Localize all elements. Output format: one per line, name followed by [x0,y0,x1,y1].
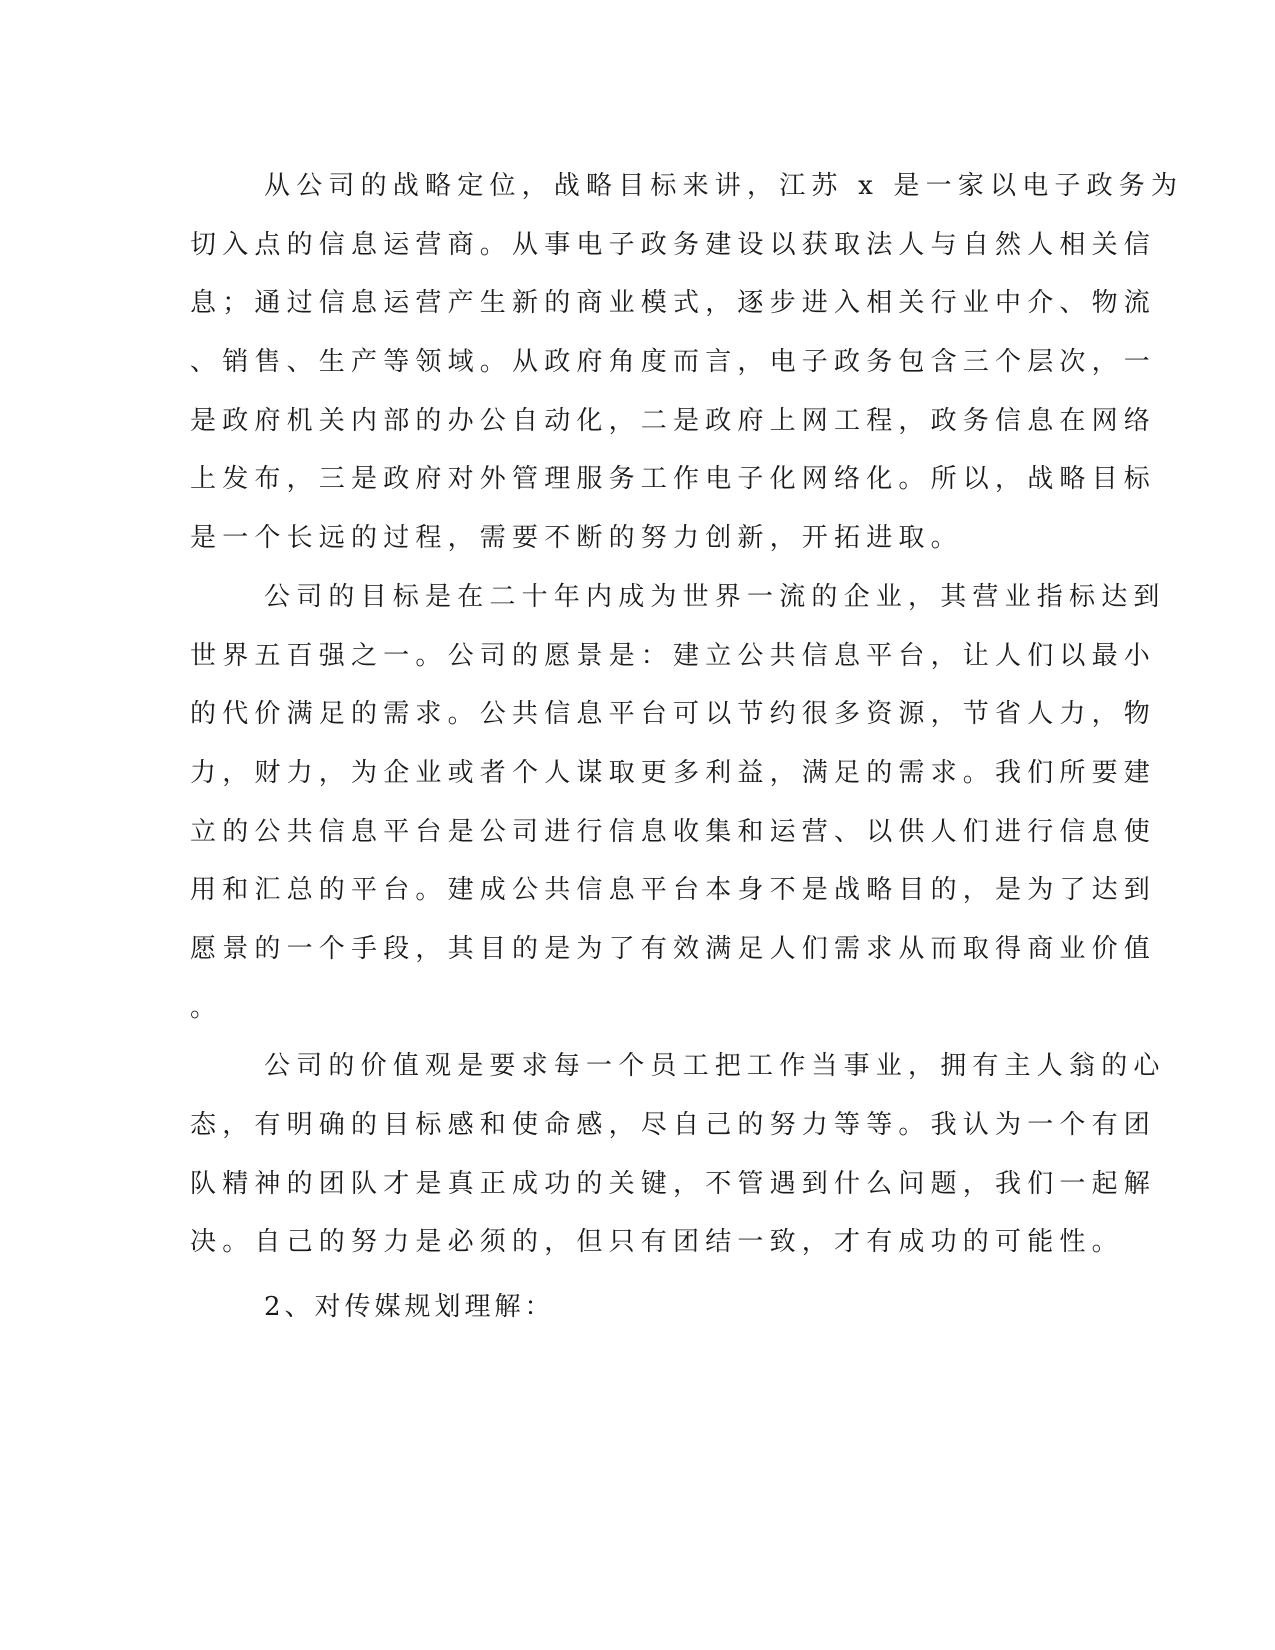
paragraph-line: 用和汇总的平台。建成公共信息平台本身不是战略目的，是为了达到 [190,875,1157,906]
paragraph-line: 公司的目标是在二十年内成为世界一流的企业，其营业指标达到 [264,581,1166,612]
paragraph-line: 立的公共信息平台是公司进行信息收集和运营、以供人们进行信息使 [190,816,1157,847]
paragraph-line: 息；通过信息运营产生新的商业模式，逐步进入相关行业中介、物流 [190,288,1157,319]
paragraph-line: 的代价满足的需求。公共信息平台可以节约很多资源，节省人力，物 [190,699,1157,730]
paragraph-line: 队精神的团队才是真正成功的关键，不管遇到什么问题，我们一起解 [190,1168,1157,1199]
paragraph-line: 态，有明确的目标感和使命感，尽自己的努力等等。我认为一个有团 [190,1110,1157,1140]
values-paragraph [190,1037,1166,1272]
paragraph-line: 决。自己的努力是必须的，但只有团结一致，才有成功的可能性。 [190,1227,1124,1258]
paragraph-line: 上发布，三是政府对外管理服务工作电子化网络化。所以，战略目标 [190,464,1157,495]
goal-vision-paragraph [190,568,1166,1038]
paragraph-line: 从公司的战略定位，战略目标来讲，江苏 x 是一家以电子政务为 [264,171,1184,201]
section-heading: 2、对传媒规划理解： [264,1292,555,1323]
paragraph-line: 愿景的一个手段，其目的是为了有效满足人们需求从而取得商业价值 [190,933,1157,964]
paragraph-line: 公司的价值观是要求每一个员工把工作当事业，拥有主人翁的心 [264,1051,1166,1082]
paragraph-line: 是一个长远的过程，需要不断的努力创新，开拓进取。 [190,523,963,554]
paragraph-line: 是政府机关内部的办公自动化，二是政府上网工程，政务信息在网络 [190,405,1157,436]
strategy-paragraph [190,157,1184,568]
paragraph-line: 世界五百强之一。公司的愿景是：建立公共信息平台，让人们以最小 [190,640,1157,671]
paragraph-line: 、销售、生产等领域。从政府角度而言，电子政务包含三个层次，一 [190,347,1157,378]
paragraph-line: 力，财力，为企业或者个人谋取更多利益，满足的需求。我们所要建 [190,757,1157,788]
document-body [190,157,1184,1337]
paragraph-line: 切入点的信息运营商。从事电子政务建设以获取法人与自然人相关信 [190,229,1157,260]
paragraph-line: 。 [190,992,223,1023]
